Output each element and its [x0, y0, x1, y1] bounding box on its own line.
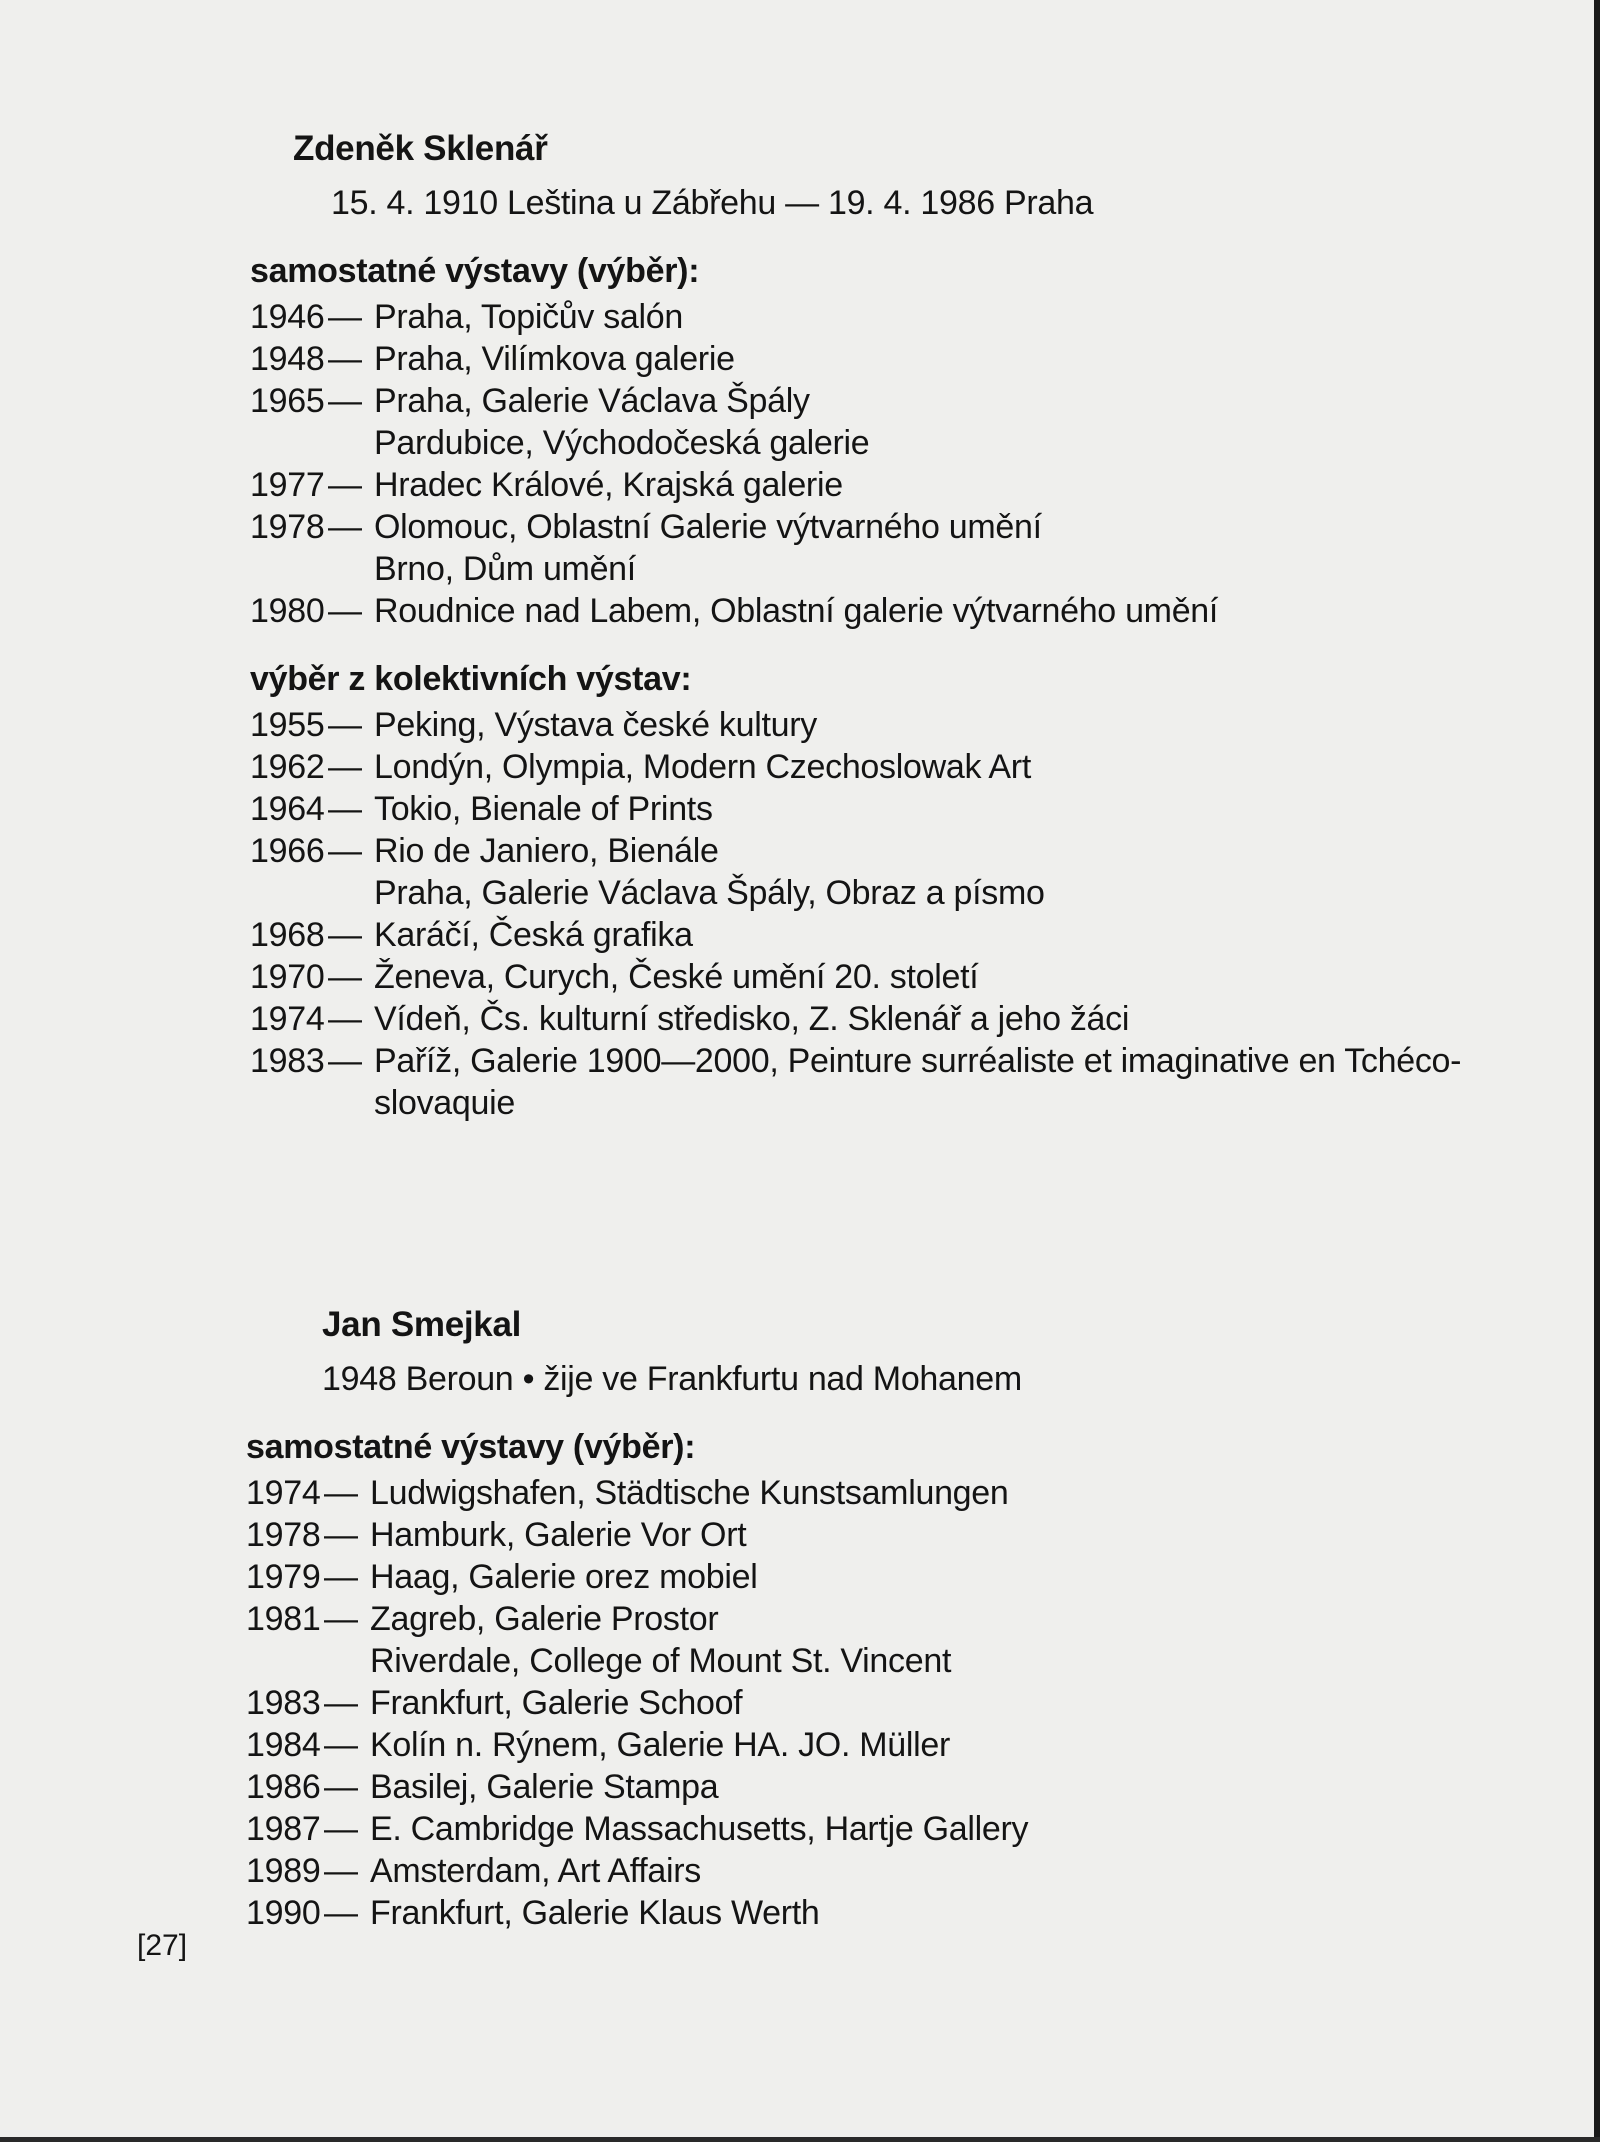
list-item [246, 1850, 1546, 1892]
exhibition-place: Haag, Galerie orez mobiel [370, 1558, 758, 1596]
list-item [250, 338, 1550, 380]
list-item [246, 1682, 1546, 1724]
dash-separator: — [328, 790, 362, 828]
exhibition-year: 1978 [250, 508, 325, 546]
exhibition-place: Brno, Dům umění [374, 550, 636, 588]
solo-exhibitions-list [246, 1472, 1546, 1934]
exhibition-year: 1962 [250, 748, 325, 786]
dash-separator: — [324, 1558, 358, 1596]
artist-entry-smejkal [246, 1304, 1546, 1960]
exhibition-year: 1966 [250, 832, 325, 870]
exhibition-place: Praha, Galerie Václava Špály [374, 382, 810, 420]
exhibition-place: Ženeva, Curych, České umění 20. století [374, 958, 979, 996]
dash-separator: — [324, 1894, 358, 1932]
dash-separator: — [324, 1852, 358, 1890]
exhibition-year: 1977 [250, 466, 325, 504]
exhibition-year: 1979 [246, 1558, 321, 1596]
exhibition-place: Praha, Vilímkova galerie [374, 340, 735, 378]
dash-separator: — [328, 466, 362, 504]
solo-exhibitions-title: samostatné výstavy (výběr): [250, 252, 700, 290]
exhibition-place: Frankfurt, Galerie Klaus Werth [370, 1894, 820, 1932]
exhibition-place: Peking, Výstava české kultury [374, 706, 817, 744]
exhibition-place: Amsterdam, Art Affairs [370, 1852, 701, 1890]
exhibition-year: 1970 [250, 958, 325, 996]
exhibition-year: 1978 [246, 1516, 321, 1554]
dash-separator: — [324, 1600, 358, 1638]
exhibition-place: Hradec Králové, Krajská galerie [374, 466, 843, 504]
solo-exhibitions-list [250, 296, 1550, 632]
exhibition-year: 1974 [246, 1474, 321, 1512]
exhibition-place: Hamburk, Galerie Vor Ort [370, 1516, 747, 1554]
dash-separator: — [324, 1810, 358, 1848]
list-item [246, 1556, 1546, 1598]
exhibition-year: 1968 [250, 916, 325, 954]
list-item [250, 506, 1550, 590]
list-item [246, 1892, 1546, 1934]
dash-separator: — [328, 382, 362, 420]
exhibition-place: Paříž, Galerie 1900—2000, Peinture surréaliste et imaginative en Tchéco- [374, 1042, 1462, 1080]
dash-separator: — [328, 832, 362, 870]
exhibition-year: 1989 [246, 1852, 321, 1890]
list-item [250, 746, 1550, 788]
exhibition-year: 1987 [246, 1810, 321, 1848]
exhibition-year: 1984 [246, 1726, 321, 1764]
dash-separator: — [328, 508, 362, 546]
list-item [246, 1514, 1546, 1556]
exhibition-year: 1948 [250, 340, 325, 378]
exhibition-place: Vídeň, Čs. kulturní středisko, Z. Sklenář a jeho žáci [374, 1000, 1130, 1038]
artist-bio: 15. 4. 1910 Leština u Zábřehu — 19. 4. 1986 Praha [331, 184, 1094, 222]
dash-separator: — [324, 1684, 358, 1722]
dash-separator: — [328, 958, 362, 996]
exhibition-year: 1983 [246, 1684, 321, 1722]
artist-bio: 1948 Beroun • žije ve Frankfurtu nad Mohanem [322, 1360, 1022, 1398]
exhibition-year: 1983 [250, 1042, 325, 1080]
page-edge-shadow [1594, 0, 1600, 2142]
list-item [250, 788, 1550, 830]
exhibition-year: 1981 [246, 1600, 321, 1638]
list-item [250, 464, 1550, 506]
exhibition-place: Londýn, Olympia, Modern Czechoslowak Art [374, 748, 1031, 786]
list-item [246, 1808, 1546, 1850]
exhibition-place: Kolín n. Rýnem, Galerie HA. JO. Müller [370, 1726, 951, 1764]
exhibition-year: 1986 [246, 1768, 321, 1806]
exhibition-place: Basilej, Galerie Stampa [370, 1768, 719, 1806]
list-item [250, 914, 1550, 956]
page-bottom-edge [0, 2137, 1600, 2142]
list-item [250, 1040, 1550, 1124]
list-item [250, 704, 1550, 746]
list-item [250, 590, 1550, 632]
exhibition-place: E. Cambridge Massachusetts, Hartje Gallery [370, 1810, 1029, 1848]
artist-name: Zdeněk Sklenář [293, 129, 548, 168]
exhibition-place: Rio de Janiero, Bienále [374, 832, 719, 870]
dash-separator: — [328, 1042, 362, 1080]
list-item [250, 296, 1550, 338]
solo-exhibitions-title: samostatné výstavy (výběr): [246, 1428, 696, 1466]
exhibition-place: Roudnice nad Labem, Oblastní galerie výtvarného umění [374, 592, 1219, 630]
exhibition-year: 1964 [250, 790, 325, 828]
group-exhibitions-title: výběr z kolektivních výstav: [250, 660, 692, 698]
list-item [250, 956, 1550, 998]
dash-separator: — [328, 340, 362, 378]
dash-separator: — [324, 1516, 358, 1554]
list-item [250, 830, 1550, 914]
exhibition-year: 1955 [250, 706, 325, 744]
dash-separator: — [324, 1474, 358, 1512]
exhibition-place: Zagreb, Galerie Prostor [370, 1600, 719, 1638]
list-item [246, 1472, 1546, 1514]
list-item [246, 1766, 1546, 1808]
exhibition-place: Riverdale, College of Mount St. Vincent [370, 1642, 952, 1680]
exhibition-year: 1974 [250, 1000, 325, 1038]
list-item [246, 1724, 1546, 1766]
exhibition-year: 1980 [250, 592, 325, 630]
dash-separator: — [324, 1726, 358, 1764]
dash-separator: — [328, 592, 362, 630]
exhibition-place: Frankfurt, Galerie Schoof [370, 1684, 743, 1722]
dash-separator: — [328, 916, 362, 954]
exhibition-place: Praha, Topičův salón [374, 298, 684, 336]
list-item [246, 1598, 1546, 1682]
exhibition-place: Tokio, Bienale of Prints [374, 790, 713, 828]
dash-separator: — [324, 1768, 358, 1806]
list-item [250, 998, 1550, 1040]
exhibition-place: Ludwigshafen, Städtische Kunstsamlungen [370, 1474, 1009, 1512]
exhibition-place: slovaquie [374, 1084, 515, 1122]
dash-separator: — [328, 1000, 362, 1038]
exhibition-place: Pardubice, Východočeská galerie [374, 424, 870, 462]
dash-separator: — [328, 706, 362, 744]
list-item [250, 380, 1550, 464]
exhibition-year: 1965 [250, 382, 325, 420]
dash-separator: — [328, 298, 362, 336]
page-number: [27] [137, 1929, 188, 1962]
exhibition-year: 1990 [246, 1894, 321, 1932]
artist-entry-sklenar [250, 128, 1550, 1150]
group-exhibitions-list [250, 704, 1550, 1124]
artist-name: Jan Smejkal [322, 1305, 522, 1344]
exhibition-place: Karáčí, Česká grafika [374, 916, 693, 954]
exhibition-place: Praha, Galerie Václava Špály, Obraz a písmo [374, 874, 1045, 912]
dash-separator: — [328, 748, 362, 786]
exhibition-year: 1946 [250, 298, 325, 336]
exhibition-place: Olomouc, Oblastní Galerie výtvarného umění [374, 508, 1042, 546]
